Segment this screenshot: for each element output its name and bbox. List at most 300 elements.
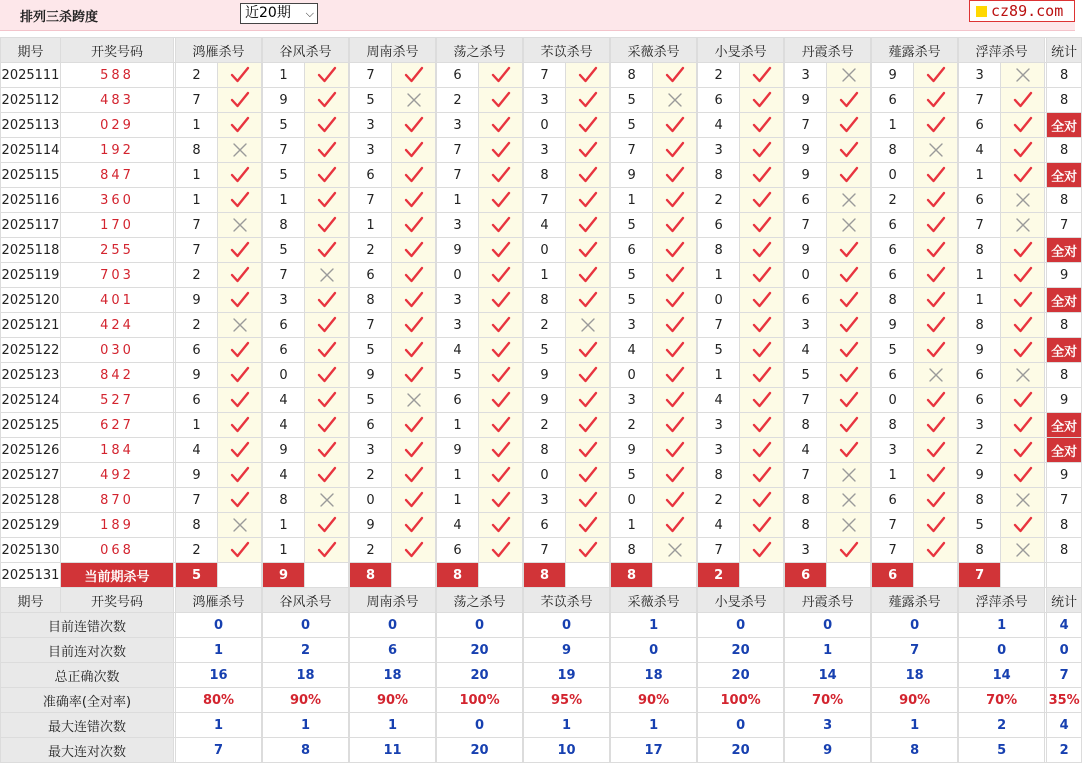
check-icon xyxy=(914,488,958,513)
kill-number-cell: 1 xyxy=(176,113,218,138)
logo-square-icon xyxy=(976,6,987,17)
check-icon xyxy=(218,388,262,413)
kill-number-cell: 6 xyxy=(350,263,392,288)
cross-icon xyxy=(1001,488,1045,513)
summary-value: 70% xyxy=(785,688,871,713)
cross-icon xyxy=(218,313,262,338)
kill-number-cell: 1 xyxy=(263,188,305,213)
summary-value: 100% xyxy=(698,688,784,713)
table-row xyxy=(1,263,1082,288)
kill-number-cell: 6 xyxy=(785,288,827,313)
cross-icon xyxy=(827,188,871,213)
header-issue: 期号 xyxy=(1,38,61,63)
summary-value: 20 xyxy=(698,738,784,763)
current-kill-label: 当前期杀号 xyxy=(61,563,174,588)
kill-number-cell: 6 xyxy=(872,263,914,288)
draw-numbers-cell: 192 xyxy=(61,138,174,163)
check-icon xyxy=(479,513,523,538)
check-icon xyxy=(566,363,610,388)
header-expert[interactable]: 周南杀号 xyxy=(350,588,436,613)
kill-number-cell: 3 xyxy=(437,313,479,338)
check-icon xyxy=(566,238,610,263)
summary-value: 100% xyxy=(437,688,523,713)
summary-value: 0 xyxy=(959,638,1045,663)
check-icon xyxy=(218,188,262,213)
current-kill-number: 8 xyxy=(437,563,479,588)
kill-number-cell: 7 xyxy=(176,488,218,513)
kill-number-cell: 8 xyxy=(698,238,740,263)
check-icon xyxy=(740,63,784,88)
period-select[interactable] xyxy=(240,3,318,24)
stat-cell: 8 xyxy=(1047,313,1082,338)
kill-number-cell: 6 xyxy=(959,188,1001,213)
kill-number-cell: 3 xyxy=(698,138,740,163)
check-icon xyxy=(914,463,958,488)
kill-number-cell: 9 xyxy=(524,363,566,388)
stat-cell: 9 xyxy=(1047,263,1082,288)
kill-number-cell: 8 xyxy=(350,288,392,313)
header-expert[interactable]: 谷风杀号 xyxy=(263,588,349,613)
summary-value: 90% xyxy=(872,688,958,713)
summary-value: 6 xyxy=(350,638,436,663)
summary-value: 14 xyxy=(785,663,871,688)
summary-value: 1 xyxy=(611,713,697,738)
check-icon xyxy=(827,413,871,438)
kill-number-cell: 8 xyxy=(872,288,914,313)
kill-number-cell: 3 xyxy=(263,288,305,313)
check-icon xyxy=(305,238,349,263)
kill-number-cell: 8 xyxy=(263,213,305,238)
kill-number-cell: 7 xyxy=(785,463,827,488)
check-icon xyxy=(740,113,784,138)
kill-number-cell: 7 xyxy=(524,538,566,563)
kill-number-cell: 4 xyxy=(785,338,827,363)
check-icon xyxy=(305,88,349,113)
current-kill-number: 8 xyxy=(350,563,392,588)
stat-cell: 8 xyxy=(1047,88,1082,113)
header-expert[interactable]: 小旻杀号 xyxy=(698,38,784,63)
check-icon xyxy=(653,488,697,513)
check-icon xyxy=(305,413,349,438)
check-icon xyxy=(305,163,349,188)
stat-cell: 全对 xyxy=(1047,413,1082,438)
kill-number-cell: 6 xyxy=(437,388,479,413)
kill-number-cell: 9 xyxy=(959,463,1001,488)
summary-value: 20 xyxy=(698,638,784,663)
table-row xyxy=(1,338,1082,363)
check-icon xyxy=(914,263,958,288)
issue-cell: 2025113 xyxy=(1,113,61,138)
kill-number-cell: 4 xyxy=(698,388,740,413)
kill-number-cell: 4 xyxy=(176,438,218,463)
check-icon xyxy=(740,88,784,113)
kill-number-cell: 9 xyxy=(785,238,827,263)
table-row xyxy=(1,413,1082,438)
header-expert[interactable]: 鸿雁杀号 xyxy=(176,588,262,613)
cross-icon xyxy=(1001,363,1045,388)
empty-cell xyxy=(392,563,436,588)
summary-row xyxy=(1,738,1082,763)
stat-cell: 8 xyxy=(1047,188,1082,213)
issue-cell: 2025112 xyxy=(1,88,61,113)
header-expert[interactable]: 荡之杀号 xyxy=(437,38,523,63)
kill-stats-table xyxy=(0,37,1082,763)
check-icon xyxy=(566,288,610,313)
check-icon xyxy=(740,238,784,263)
check-icon xyxy=(914,313,958,338)
kill-number-cell: 6 xyxy=(959,363,1001,388)
kill-number-cell: 5 xyxy=(611,213,653,238)
kill-number-cell: 3 xyxy=(524,138,566,163)
current-kill-number: 8 xyxy=(611,563,653,588)
check-icon xyxy=(827,363,871,388)
check-icon xyxy=(392,138,436,163)
table-row xyxy=(1,188,1082,213)
table-row xyxy=(1,238,1082,263)
kill-number-cell: 9 xyxy=(350,363,392,388)
check-icon xyxy=(740,138,784,163)
summary-value: 18 xyxy=(872,663,958,688)
summary-value: 0 xyxy=(437,613,523,638)
kill-number-cell: 6 xyxy=(872,213,914,238)
check-icon xyxy=(1001,288,1045,313)
header-expert[interactable]: 芣苡杀号 xyxy=(524,588,610,613)
current-kill-number: 5 xyxy=(176,563,218,588)
kill-number-cell: 7 xyxy=(176,88,218,113)
empty-cell xyxy=(827,563,871,588)
kill-number-cell: 5 xyxy=(524,338,566,363)
summary-value: 16 xyxy=(176,663,262,688)
check-icon xyxy=(479,338,523,363)
kill-number-cell: 2 xyxy=(698,63,740,88)
kill-number-cell: 9 xyxy=(263,88,305,113)
check-icon xyxy=(479,463,523,488)
current-issue-cell: 2025131 xyxy=(1,563,61,588)
stat-cell: 全对 xyxy=(1047,438,1082,463)
table-row xyxy=(1,288,1082,313)
kill-number-cell: 8 xyxy=(611,63,653,88)
page-title: 排列三杀跨度 xyxy=(20,10,99,25)
kill-number-cell: 7 xyxy=(437,138,479,163)
header-expert[interactable]: 芣苡杀号 xyxy=(524,38,610,63)
header-expert[interactable]: 浮萍杀号 xyxy=(959,38,1045,63)
kill-number-cell: 9 xyxy=(524,388,566,413)
summary-value: 90% xyxy=(611,688,697,713)
kill-number-cell: 4 xyxy=(263,463,305,488)
kill-number-cell: 7 xyxy=(263,138,305,163)
issue-cell: 2025121 xyxy=(1,313,61,338)
kill-number-cell: 8 xyxy=(524,438,566,463)
kill-number-cell: 7 xyxy=(698,538,740,563)
check-icon xyxy=(914,438,958,463)
check-icon xyxy=(479,538,523,563)
summary-label: 目前连对次数 xyxy=(1,638,174,663)
summary-value: 0 xyxy=(785,613,871,638)
kill-number-cell: 8 xyxy=(524,163,566,188)
cross-icon xyxy=(1001,63,1045,88)
table-row xyxy=(1,88,1082,113)
check-icon xyxy=(1001,338,1045,363)
summary-value: 1 xyxy=(350,713,436,738)
issue-cell: 2025118 xyxy=(1,238,61,263)
check-icon xyxy=(914,413,958,438)
check-icon xyxy=(566,463,610,488)
logo-text: cz89.com xyxy=(991,2,1064,20)
kill-number-cell: 0 xyxy=(263,363,305,388)
header-expert[interactable]: 丹霞杀号 xyxy=(785,38,871,63)
check-icon xyxy=(653,238,697,263)
kill-number-cell: 4 xyxy=(263,413,305,438)
cross-icon xyxy=(392,88,436,113)
check-icon xyxy=(566,513,610,538)
check-icon xyxy=(305,438,349,463)
empty-cell xyxy=(566,563,610,588)
kill-number-cell: 6 xyxy=(437,63,479,88)
kill-number-cell: 5 xyxy=(350,338,392,363)
header-expert[interactable]: 荡之杀号 xyxy=(437,588,523,613)
draw-numbers-cell: 424 xyxy=(61,313,174,338)
check-icon xyxy=(740,438,784,463)
check-icon xyxy=(1001,413,1045,438)
check-icon xyxy=(392,263,436,288)
cross-icon xyxy=(827,513,871,538)
summary-value: 19 xyxy=(524,663,610,688)
kill-number-cell: 8 xyxy=(959,313,1001,338)
kill-number-cell: 3 xyxy=(872,438,914,463)
table-row xyxy=(1,438,1082,463)
check-icon xyxy=(740,163,784,188)
current-kill-number: 6 xyxy=(785,563,827,588)
draw-numbers-cell: 170 xyxy=(61,213,174,238)
kill-number-cell: 1 xyxy=(350,213,392,238)
empty-cell xyxy=(1001,563,1045,588)
summary-value: 1 xyxy=(611,613,697,638)
check-icon xyxy=(827,263,871,288)
check-icon xyxy=(914,513,958,538)
kill-number-cell: 9 xyxy=(959,338,1001,363)
header-expert[interactable]: 谷风杀号 xyxy=(263,38,349,63)
current-kill-number: 7 xyxy=(959,563,1001,588)
issue-cell: 2025128 xyxy=(1,488,61,513)
kill-number-cell: 1 xyxy=(176,413,218,438)
kill-number-cell: 8 xyxy=(959,488,1001,513)
check-icon xyxy=(1001,463,1045,488)
check-icon xyxy=(218,488,262,513)
cross-icon xyxy=(218,213,262,238)
draw-numbers-cell: 703 xyxy=(61,263,174,288)
summary-value: 0 xyxy=(350,613,436,638)
summary-value: 90% xyxy=(350,688,436,713)
kill-number-cell: 2 xyxy=(350,538,392,563)
check-icon xyxy=(479,138,523,163)
kill-number-cell: 2 xyxy=(524,413,566,438)
check-icon xyxy=(1001,238,1045,263)
summary-value: 2 xyxy=(959,713,1045,738)
stat-cell: 9 xyxy=(1047,463,1082,488)
kill-number-cell: 3 xyxy=(611,388,653,413)
cross-icon xyxy=(218,513,262,538)
check-icon xyxy=(1001,138,1045,163)
check-icon xyxy=(566,388,610,413)
kill-number-cell: 3 xyxy=(437,288,479,313)
check-icon xyxy=(1001,438,1045,463)
kill-number-cell: 1 xyxy=(263,538,305,563)
issue-cell: 2025129 xyxy=(1,513,61,538)
check-icon xyxy=(479,63,523,88)
kill-number-cell: 4 xyxy=(959,138,1001,163)
table-row xyxy=(1,63,1082,88)
kill-number-cell: 3 xyxy=(959,63,1001,88)
kill-number-cell: 6 xyxy=(611,238,653,263)
check-icon xyxy=(740,538,784,563)
header-expert[interactable]: 丹霞杀号 xyxy=(785,588,871,613)
table-row xyxy=(1,538,1082,563)
summary-value: 0 xyxy=(698,613,784,638)
kill-number-cell: 1 xyxy=(959,163,1001,188)
check-icon xyxy=(218,363,262,388)
issue-cell: 2025126 xyxy=(1,438,61,463)
kill-number-cell: 8 xyxy=(959,538,1001,563)
kill-number-cell: 7 xyxy=(524,63,566,88)
stat-cell: 8 xyxy=(1047,138,1082,163)
check-icon xyxy=(653,163,697,188)
kill-number-cell: 7 xyxy=(524,188,566,213)
table-row xyxy=(1,463,1082,488)
stat-cell: 7 xyxy=(1047,213,1082,238)
check-icon xyxy=(305,288,349,313)
kill-number-cell: 2 xyxy=(524,313,566,338)
header-expert[interactable]: 周南杀号 xyxy=(350,38,436,63)
kill-number-cell: 0 xyxy=(350,488,392,513)
kill-number-cell: 2 xyxy=(176,313,218,338)
kill-number-cell: 2 xyxy=(698,488,740,513)
kill-number-cell: 2 xyxy=(350,238,392,263)
check-icon xyxy=(914,288,958,313)
kill-number-cell: 7 xyxy=(872,513,914,538)
kill-number-cell: 3 xyxy=(785,538,827,563)
issue-cell: 2025117 xyxy=(1,213,61,238)
kill-number-cell: 3 xyxy=(698,438,740,463)
kill-number-cell: 5 xyxy=(611,263,653,288)
issue-cell: 2025115 xyxy=(1,163,61,188)
kill-number-cell: 8 xyxy=(524,288,566,313)
issue-cell: 2025130 xyxy=(1,538,61,563)
summary-value: 1 xyxy=(176,638,262,663)
kill-number-cell: 1 xyxy=(524,263,566,288)
kill-number-cell: 1 xyxy=(263,63,305,88)
check-icon xyxy=(653,338,697,363)
header-numbers: 开奖号码 xyxy=(61,38,174,63)
issue-cell: 2025114 xyxy=(1,138,61,163)
check-icon xyxy=(479,238,523,263)
check-icon xyxy=(305,363,349,388)
kill-number-cell: 5 xyxy=(872,338,914,363)
check-icon xyxy=(827,338,871,363)
site-logo[interactable] xyxy=(969,0,1075,22)
kill-number-cell: 9 xyxy=(611,163,653,188)
check-icon xyxy=(392,213,436,238)
stat-cell: 全对 xyxy=(1047,113,1082,138)
kill-number-cell: 8 xyxy=(698,163,740,188)
kill-number-cell: 9 xyxy=(437,238,479,263)
check-icon xyxy=(914,213,958,238)
header-expert[interactable]: 浮萍杀号 xyxy=(959,588,1045,613)
issue-cell: 2025119 xyxy=(1,263,61,288)
check-icon xyxy=(566,138,610,163)
check-icon xyxy=(566,338,610,363)
table-row xyxy=(1,513,1082,538)
summary-value: 18 xyxy=(611,663,697,688)
kill-number-cell: 3 xyxy=(698,413,740,438)
draw-numbers-cell: 255 xyxy=(61,238,174,263)
check-icon xyxy=(740,288,784,313)
kill-number-cell: 3 xyxy=(350,113,392,138)
header-expert[interactable]: 薤露杀号 xyxy=(872,38,958,63)
stat-cell: 8 xyxy=(1047,363,1082,388)
kill-number-cell: 1 xyxy=(437,488,479,513)
check-icon xyxy=(827,238,871,263)
check-icon xyxy=(566,63,610,88)
check-icon xyxy=(914,88,958,113)
summary-value: 17 xyxy=(611,738,697,763)
header-expert[interactable]: 采薇杀号 xyxy=(611,588,697,613)
kill-number-cell: 7 xyxy=(872,538,914,563)
cross-icon xyxy=(1001,538,1045,563)
summary-label: 总正确次数 xyxy=(1,663,174,688)
kill-number-cell: 6 xyxy=(785,188,827,213)
check-icon xyxy=(740,463,784,488)
check-icon xyxy=(218,288,262,313)
issue-cell: 2025127 xyxy=(1,463,61,488)
header-expert[interactable]: 薤露杀号 xyxy=(872,588,958,613)
check-icon xyxy=(653,513,697,538)
kill-number-cell: 3 xyxy=(350,438,392,463)
kill-number-cell: 9 xyxy=(785,138,827,163)
draw-numbers-cell: 184 xyxy=(61,438,174,463)
check-icon xyxy=(305,188,349,213)
header-expert[interactable]: 鸿雁杀号 xyxy=(176,38,262,63)
header-expert[interactable]: 采薇杀号 xyxy=(611,38,697,63)
draw-numbers-cell: 401 xyxy=(61,288,174,313)
kill-number-cell: 5 xyxy=(611,463,653,488)
check-icon xyxy=(479,488,523,513)
stat-cell: 全对 xyxy=(1047,238,1082,263)
draw-numbers-cell: 360 xyxy=(61,188,174,213)
kill-number-cell: 9 xyxy=(785,163,827,188)
kill-number-cell: 3 xyxy=(524,488,566,513)
kill-number-cell: 5 xyxy=(611,113,653,138)
check-icon xyxy=(305,213,349,238)
summary-row xyxy=(1,663,1082,688)
kill-number-cell: 1 xyxy=(611,188,653,213)
header-expert[interactable]: 小旻杀号 xyxy=(698,588,784,613)
cross-icon xyxy=(305,488,349,513)
check-icon xyxy=(653,363,697,388)
kill-number-cell: 0 xyxy=(872,163,914,188)
cross-icon xyxy=(827,63,871,88)
kill-number-cell: 7 xyxy=(350,188,392,213)
empty-cell xyxy=(305,563,349,588)
summary-value: 70% xyxy=(959,688,1045,713)
check-icon xyxy=(827,113,871,138)
kill-number-cell: 1 xyxy=(959,263,1001,288)
issue-cell: 2025111 xyxy=(1,63,61,88)
summary-value: 1 xyxy=(785,638,871,663)
kill-number-cell: 7 xyxy=(785,388,827,413)
summary-value: 90% xyxy=(263,688,349,713)
kill-number-cell: 5 xyxy=(785,363,827,388)
check-icon xyxy=(566,438,610,463)
